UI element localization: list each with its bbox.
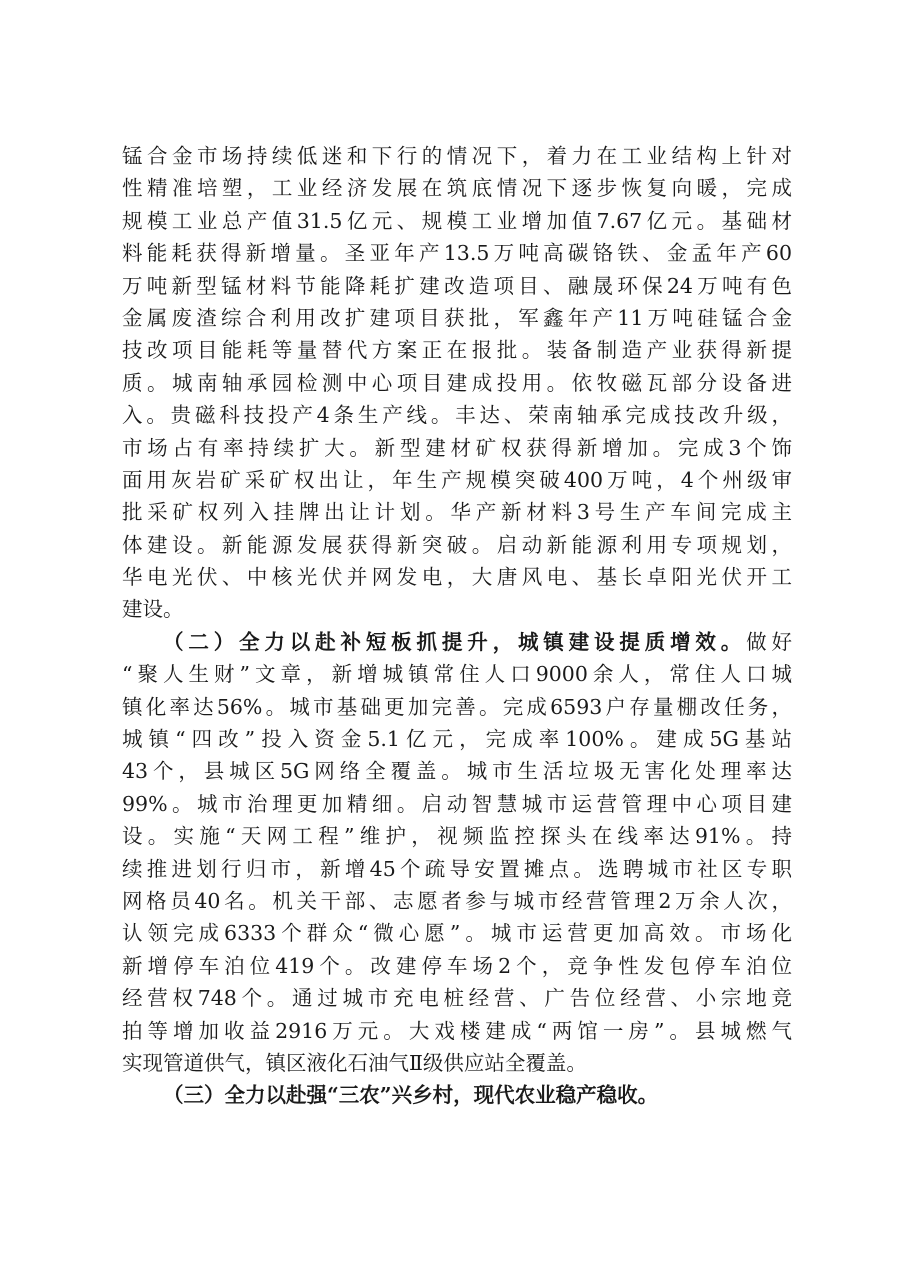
- text-line: 设。实施“天网工程”维护，视频监控探头在线率达91%。持: [122, 824, 792, 849]
- text-line: 金属废渣综合利用改扩建项目获批，军鑫年产11万吨硅锰合金: [122, 305, 792, 330]
- text-line: 43个，县城区5G网络全覆盖。城市生活垃圾无害化处理率达: [122, 759, 792, 784]
- text-line: 性精准培塑，工业经济发展在筑底情况下逐步恢复向暖，完成: [122, 176, 792, 201]
- section-heading-agriculture: （三）全力以赴强“三农”兴乡村，现代农业稳产稳收。: [163, 1083, 659, 1108]
- text-line: 建设。: [122, 597, 184, 622]
- text-line: 实现管道供气，镇区液化石油气Ⅱ级供应站全覆盖。: [122, 1050, 587, 1075]
- text-line: 批采矿权列入挂牌出让计划。华产新材料3号生产车间完成主: [122, 500, 792, 525]
- text-line: 拍等增加收益2916万元。大戏楼建成“两馆一房”。县城燃气: [122, 1018, 792, 1043]
- text-fragment: 做好: [746, 629, 793, 654]
- paragraph-industry: [122, 140, 792, 626]
- document-body: [122, 140, 792, 1112]
- text-line: 体建设。新能源发展获得新突破。启动新能源利用专项规划，: [122, 532, 792, 557]
- text-line: 面用灰岩矿采矿权出让，年生产规模突破400万吨，4个州级审: [122, 467, 792, 492]
- text-line: 料能耗获得新增量。圣亚年产13.5万吨高碳铬铁、金孟年产60: [122, 241, 792, 266]
- paragraph-first-line: [122, 626, 792, 658]
- text-line: 续推进划行归市，新增45个疏导安置摊点。选聘城市社区专职: [122, 856, 792, 881]
- text-line: 市场占有率持续扩大。新型建材矿权获得新增加。完成3个饰: [122, 435, 792, 460]
- paragraph-agriculture: [122, 1079, 792, 1111]
- text-line: 经营权748个。通过城市充电桩经营、广告位经营、小宗地竞: [122, 986, 792, 1011]
- text-line: 城镇“四改”投入资金5.1亿元，完成率100%。建成5G基站: [122, 727, 792, 752]
- paragraph-urban: [122, 626, 792, 1079]
- text-line: 华电光伏、中核光伏并网发电，大唐风电、基长卓阳光伏开工: [122, 565, 792, 590]
- text-line: 网格员40名。机关干部、志愿者参与城市经营管理2万余人次，: [122, 888, 792, 913]
- text-line: 锰合金市场持续低迷和下行的情况下，着力在工业结构上针对: [122, 144, 792, 168]
- text-line: 万吨新型锰材料节能降耗扩建改造项目、融晟环保24万吨有色: [122, 273, 792, 298]
- text-line: “聚人生财”文章，新增城镇常住人口9000余人，常住人口城: [122, 662, 792, 687]
- text-line: 镇化率达56%。城市基础更加完善。完成6593户存量棚改任务，: [122, 694, 792, 719]
- text-line: 入。贵磁科技投产4条生产线。丰达、荣南轴承完成技改升级，: [122, 403, 792, 428]
- text-line: 技改项目能耗等量替代方案正在报批。装备制造产业获得新提: [122, 338, 792, 363]
- section-heading-urban: （二）全力以赴补短板抓提升，城镇建设提质增效。: [163, 629, 747, 654]
- text-line: 新增停车泊位419个。改建停车场2个，竞争性发包停车泊位: [122, 953, 792, 978]
- text-line: 规模工业总产值31.5亿元、规模工业增加值7.67亿元。基础材: [122, 208, 792, 233]
- text-line: 质。城南轴承园检测中心项目建成投用。依牧磁瓦部分设备进: [122, 370, 792, 395]
- text-line: 认领完成6333个群众“微心愿”。城市运营更加高效。市场化: [122, 921, 792, 946]
- text-line: 99%。城市治理更加精细。启动智慧城市运营管理中心项目建: [122, 791, 792, 816]
